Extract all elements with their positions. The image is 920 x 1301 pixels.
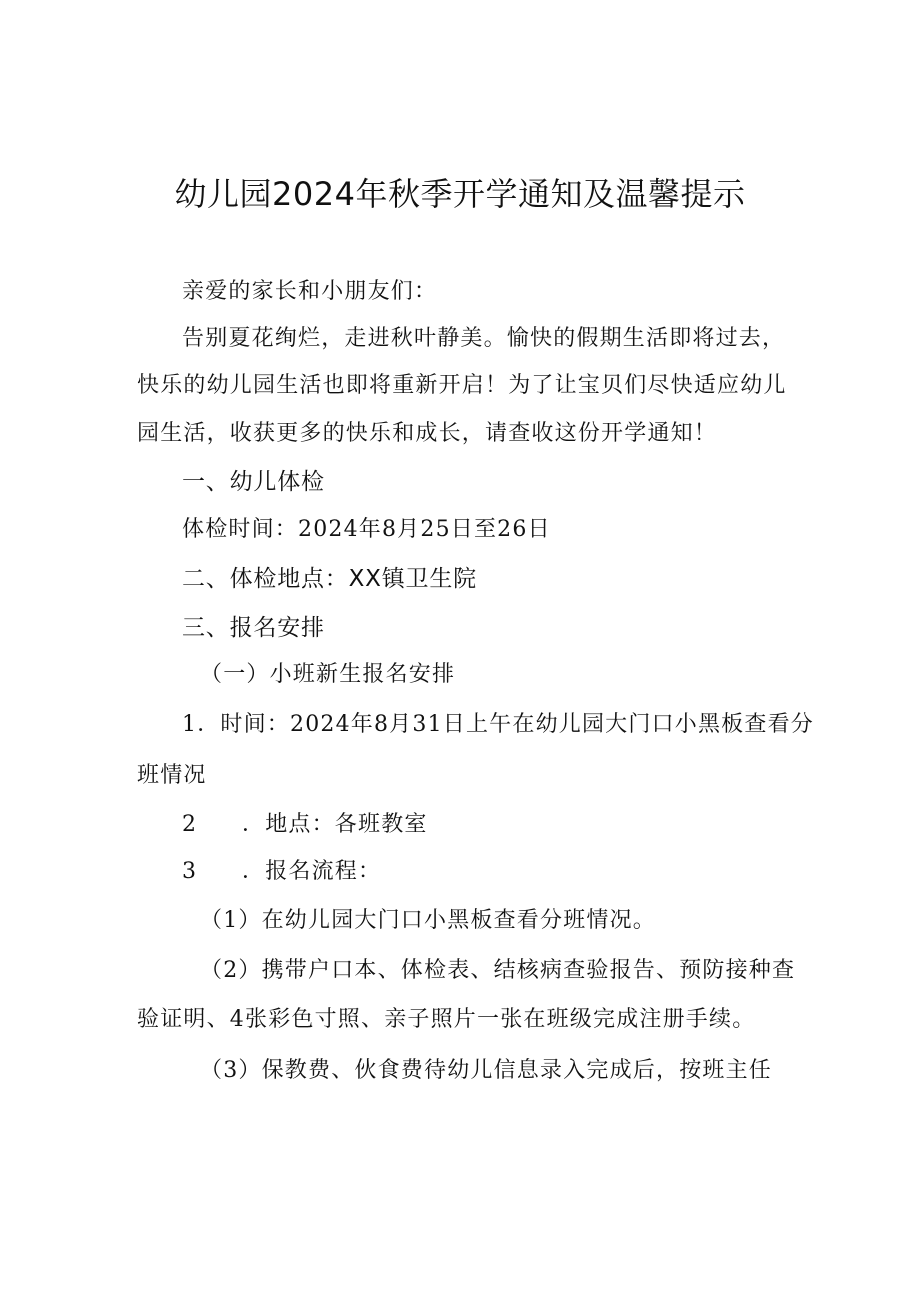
item-2: [182, 810, 428, 840]
document-title: 幼儿园2024年秋季开学通知及温馨提示: [174, 175, 746, 213]
step-3: （3）保教费、伙食费待幼儿信息录入完成后，按班主任: [200, 1058, 772, 1083]
item-3: [182, 857, 381, 887]
item-1-line-2: 班情况: [137, 763, 207, 788]
item-2-text: ．地点：各班教室: [242, 812, 428, 837]
subsection-1-heading: （一）小班新生报名安排: [200, 662, 456, 687]
item-3-number: 3: [182, 859, 198, 884]
section-3-heading: 三、报名安排: [182, 615, 325, 641]
item-1-line-1: 1．时间：2024年8月31日上午在幼儿园大门口小黑板查看分: [182, 712, 814, 737]
intro-line-3: 园生活，收获更多的快乐和成长，请查收这份开学通知！: [137, 421, 718, 446]
section-2-heading: 二、体检地点：XX镇卫生院: [182, 566, 477, 592]
salutation: 亲爱的家长和小朋友们：: [182, 279, 438, 304]
step-2-line-2: 验证明、4张彩色寸照、亲子照片一张在班级完成注册手续。: [137, 1007, 756, 1032]
step-1: （1）在幼儿园大门口小黑板查看分班情况。: [200, 908, 656, 933]
item-3-text: ．报名流程：: [242, 859, 382, 884]
step-2-line-1: （2）携带户口本、体检表、结核病查验报告、预防接种查: [200, 958, 796, 983]
intro-line-1: 告别夏花绚烂，走进秋叶静美。愉快的假期生活即将过去，: [182, 326, 786, 351]
item-2-number: 2: [182, 812, 198, 837]
intro-line-2: 快乐的幼儿园生活也即将重新开启！为了让宝贝们尽快适应幼儿: [137, 373, 787, 398]
exam-time: 体检时间：2024年8月25日至26日: [182, 517, 551, 542]
section-1-heading: 一、幼儿体检: [182, 469, 325, 495]
